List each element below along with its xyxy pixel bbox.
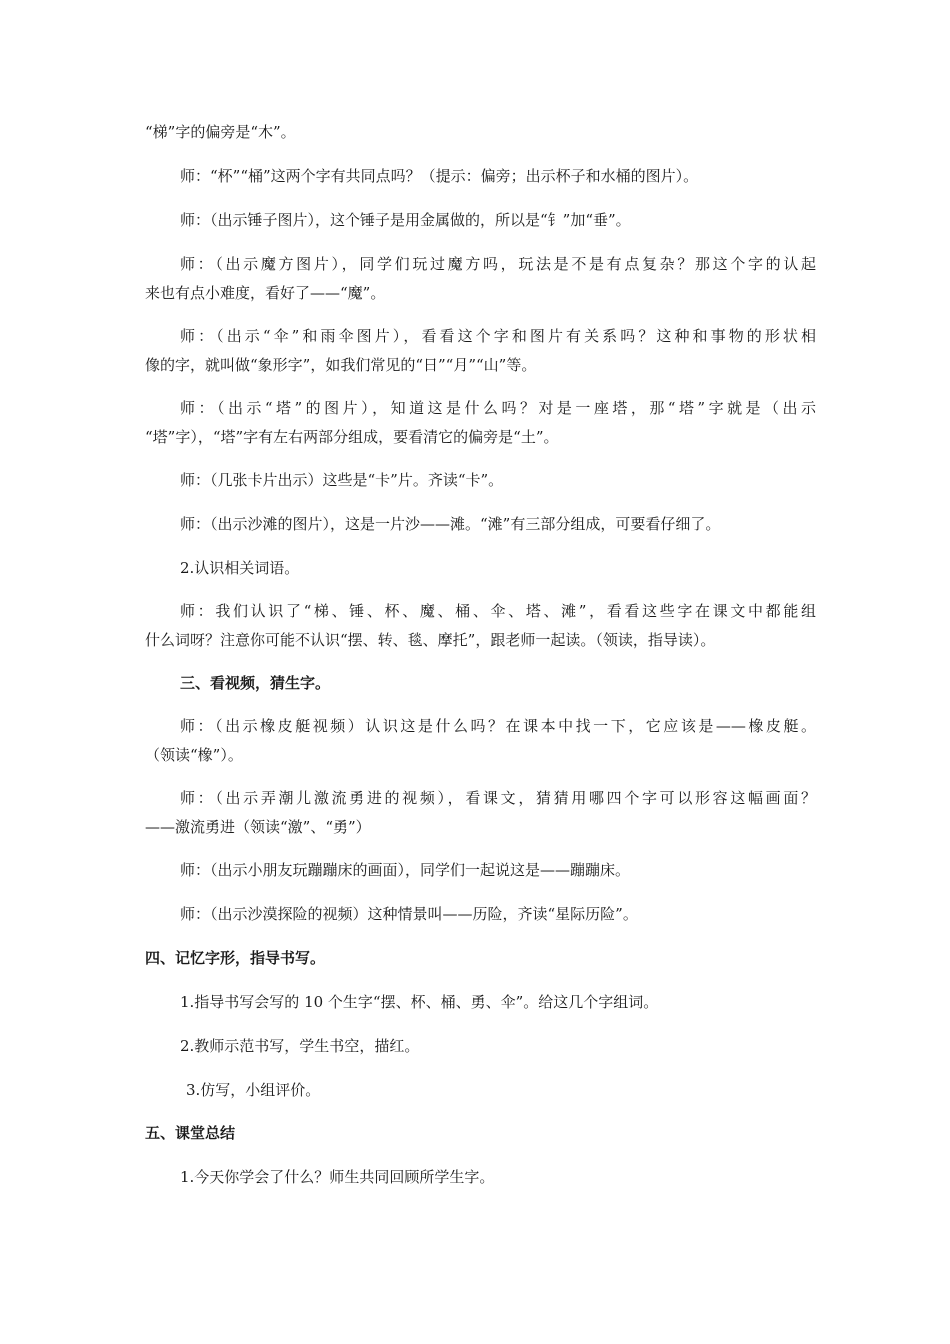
paragraph-line: 师：（出示锤子图片），这个锤子是用金属做的，所以是“钅”加“垂”。 — [180, 211, 631, 229]
paragraph-line: （领读“橡”）。 — [145, 746, 243, 764]
paragraph-line: 师：（出示“塔”的图片），知道这是什么吗？对是一座塔，那“塔”字就是（出示 — [180, 399, 816, 417]
paragraph-line: 师：我们认识了“梯、锤、杯、魔、桶、伞、塔、滩”，看看这些字在课文中都能组 — [180, 602, 816, 620]
paragraph-line: 2.认识相关词语。 — [180, 559, 300, 577]
section-heading: 三、看视频，猜生字。 — [180, 674, 331, 692]
paragraph-line: “梯”字的偏旁是“木”。 — [145, 123, 296, 141]
paragraph-line: 师：“杯”“桶”这两个字有共同点吗？（提示：偏旁；出示杯子和水桶的图片）。 — [180, 167, 699, 185]
paragraph-line: 1.指导书写会写的 10 个生字“摆、杯、桶、勇、伞”。给这几个字组词。 — [180, 993, 659, 1011]
paragraph-line: 什么词呀？注意你可能不认识“摆、转、毯、摩托”，跟老师一起读。（领读，指导读）。 — [145, 631, 716, 649]
section-heading: 四、记忆字形，指导书写。 — [145, 949, 326, 967]
paragraph-line: 师：（出示沙漠探险的视频）这种情景叫——历险，齐读“星际历险”。 — [180, 905, 638, 923]
paragraph-line: 师：（出示橡皮艇视频）认识这是什么吗？在课本中找一下，它应该是——橡皮艇。 — [180, 717, 816, 735]
paragraph-line: 3.仿写，小组评价。 — [186, 1081, 321, 1099]
paragraph-line: 师：（几张卡片出示）这些是“卡”片。齐读“卡”。 — [180, 471, 504, 489]
paragraph-line: 师：（出示小朋友玩蹦蹦床的画面），同学们一起说这是——蹦蹦床。 — [180, 861, 631, 879]
paragraph-line: “塔”字），“塔”字有左右两部分组成，要看清它的偏旁是“土”。 — [145, 428, 559, 446]
section-heading: 五、课堂总结 — [145, 1124, 236, 1142]
paragraph-line: 师：（出示魔方图片），同学们玩过魔方吗，玩法是不是有点复杂？那这个字的认起 — [180, 255, 816, 273]
paragraph-line: 像的字，就叫做“象形字”，如我们常见的“日”“月”“山”等。 — [145, 356, 537, 374]
paragraph-line: 师：（出示“伞”和雨伞图片），看看这个字和图片有关系吗？这种和事物的形状相 — [180, 327, 816, 345]
paragraph-line: 师：（出示沙滩的图片），这是一片沙——滩。“滩”有三部分组成，可要看仔细了。 — [180, 515, 721, 533]
paragraph-line: ——激流勇进（领读“激”、“勇”） — [145, 818, 371, 836]
paragraph-line: 师：（出示弄潮儿激流勇进的视频），看课文，猜猜用哪四个字可以形容这幅画面？ — [180, 789, 816, 807]
paragraph-line: 来也有点小难度，看好了——“魔”。 — [145, 284, 386, 302]
paragraph-line: 1.今天你学会了什么？师生共同回顾所学生字。 — [180, 1168, 495, 1186]
paragraph-line: 2.教师示范书写，学生书空，描红。 — [180, 1037, 420, 1055]
